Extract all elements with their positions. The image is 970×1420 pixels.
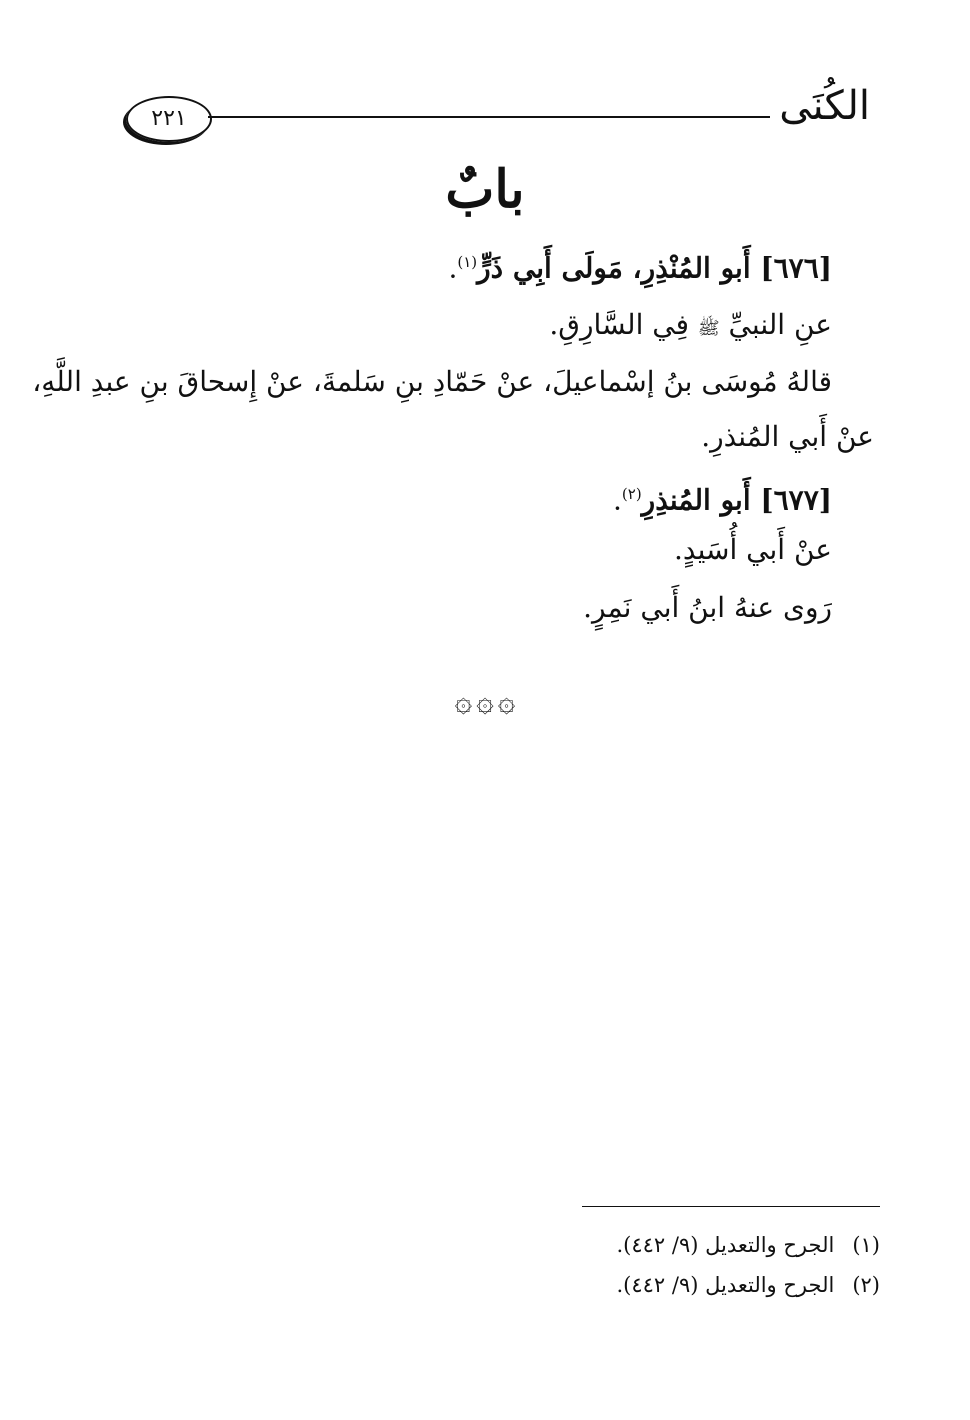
- entry-676-line-3: قالهُ مُوسَى بنُ إسْماعيلَ، عنْ حَمّادِ بنِ سَلمةَ، عنْ إِسحاقَ بنِ عبدِ اللَّهِ،: [32, 365, 832, 398]
- entry-676-title-line: [448, 242, 832, 288]
- entry-677-title-line: [613, 474, 832, 520]
- page-number: ٢٢١: [126, 96, 212, 142]
- footnote-1-text: الجرح والتعديل (٩/ ٤٤٢).: [616, 1233, 835, 1257]
- entry-677-title-end: .: [612, 483, 622, 517]
- entry-676-line-4: عنْ أَبي المُنذرِ.: [701, 420, 874, 453]
- entry-677-line-2: عنْ أَبي أُسَيدٍ.: [673, 533, 832, 566]
- footnote-ref-2: (٢): [621, 485, 642, 503]
- footnote-ref-1: (١): [457, 253, 478, 271]
- footnote-1: [616, 1230, 880, 1260]
- ornament-flower-icon: ۞: [497, 684, 516, 719]
- footnote-rule: [582, 1206, 880, 1207]
- entry-676-line-2-post: فِي السَّارِقِ.: [549, 308, 689, 341]
- entry-677-title: [٦٧٧] أَبو المُنذِرِ: [641, 483, 832, 517]
- footnote-2: [616, 1270, 880, 1300]
- honorific-glyph: ﷺ: [697, 318, 720, 339]
- ornament-flower-icon: ۞: [476, 684, 494, 719]
- footnote-2-number: (٢): [852, 1273, 880, 1297]
- chapter-heading: بابٌ: [445, 159, 525, 220]
- footnote-2-text: الجرح والتعديل (٩/ ٤٤٢).: [616, 1273, 835, 1297]
- header-rule: [208, 116, 770, 118]
- entry-676-title: [٦٧٦] أَبو المُنْذِرِ، مَولَى أَبِي ذَرٍّ: [477, 251, 832, 285]
- entry-676-title-end: .: [448, 251, 458, 285]
- section-ornament: [0, 684, 970, 719]
- running-title: الكُنَى: [779, 83, 870, 129]
- ornament-flower-icon: ۞: [454, 684, 473, 719]
- footnote-1-number: (١): [852, 1233, 880, 1257]
- entry-676-line-2: [549, 305, 832, 349]
- entry-676-line-2-pre: عنِ النبيِّ: [728, 308, 832, 341]
- entry-677-line-3: رَوى عنهُ ابنُ أَبي نَمِرٍ.: [583, 591, 832, 624]
